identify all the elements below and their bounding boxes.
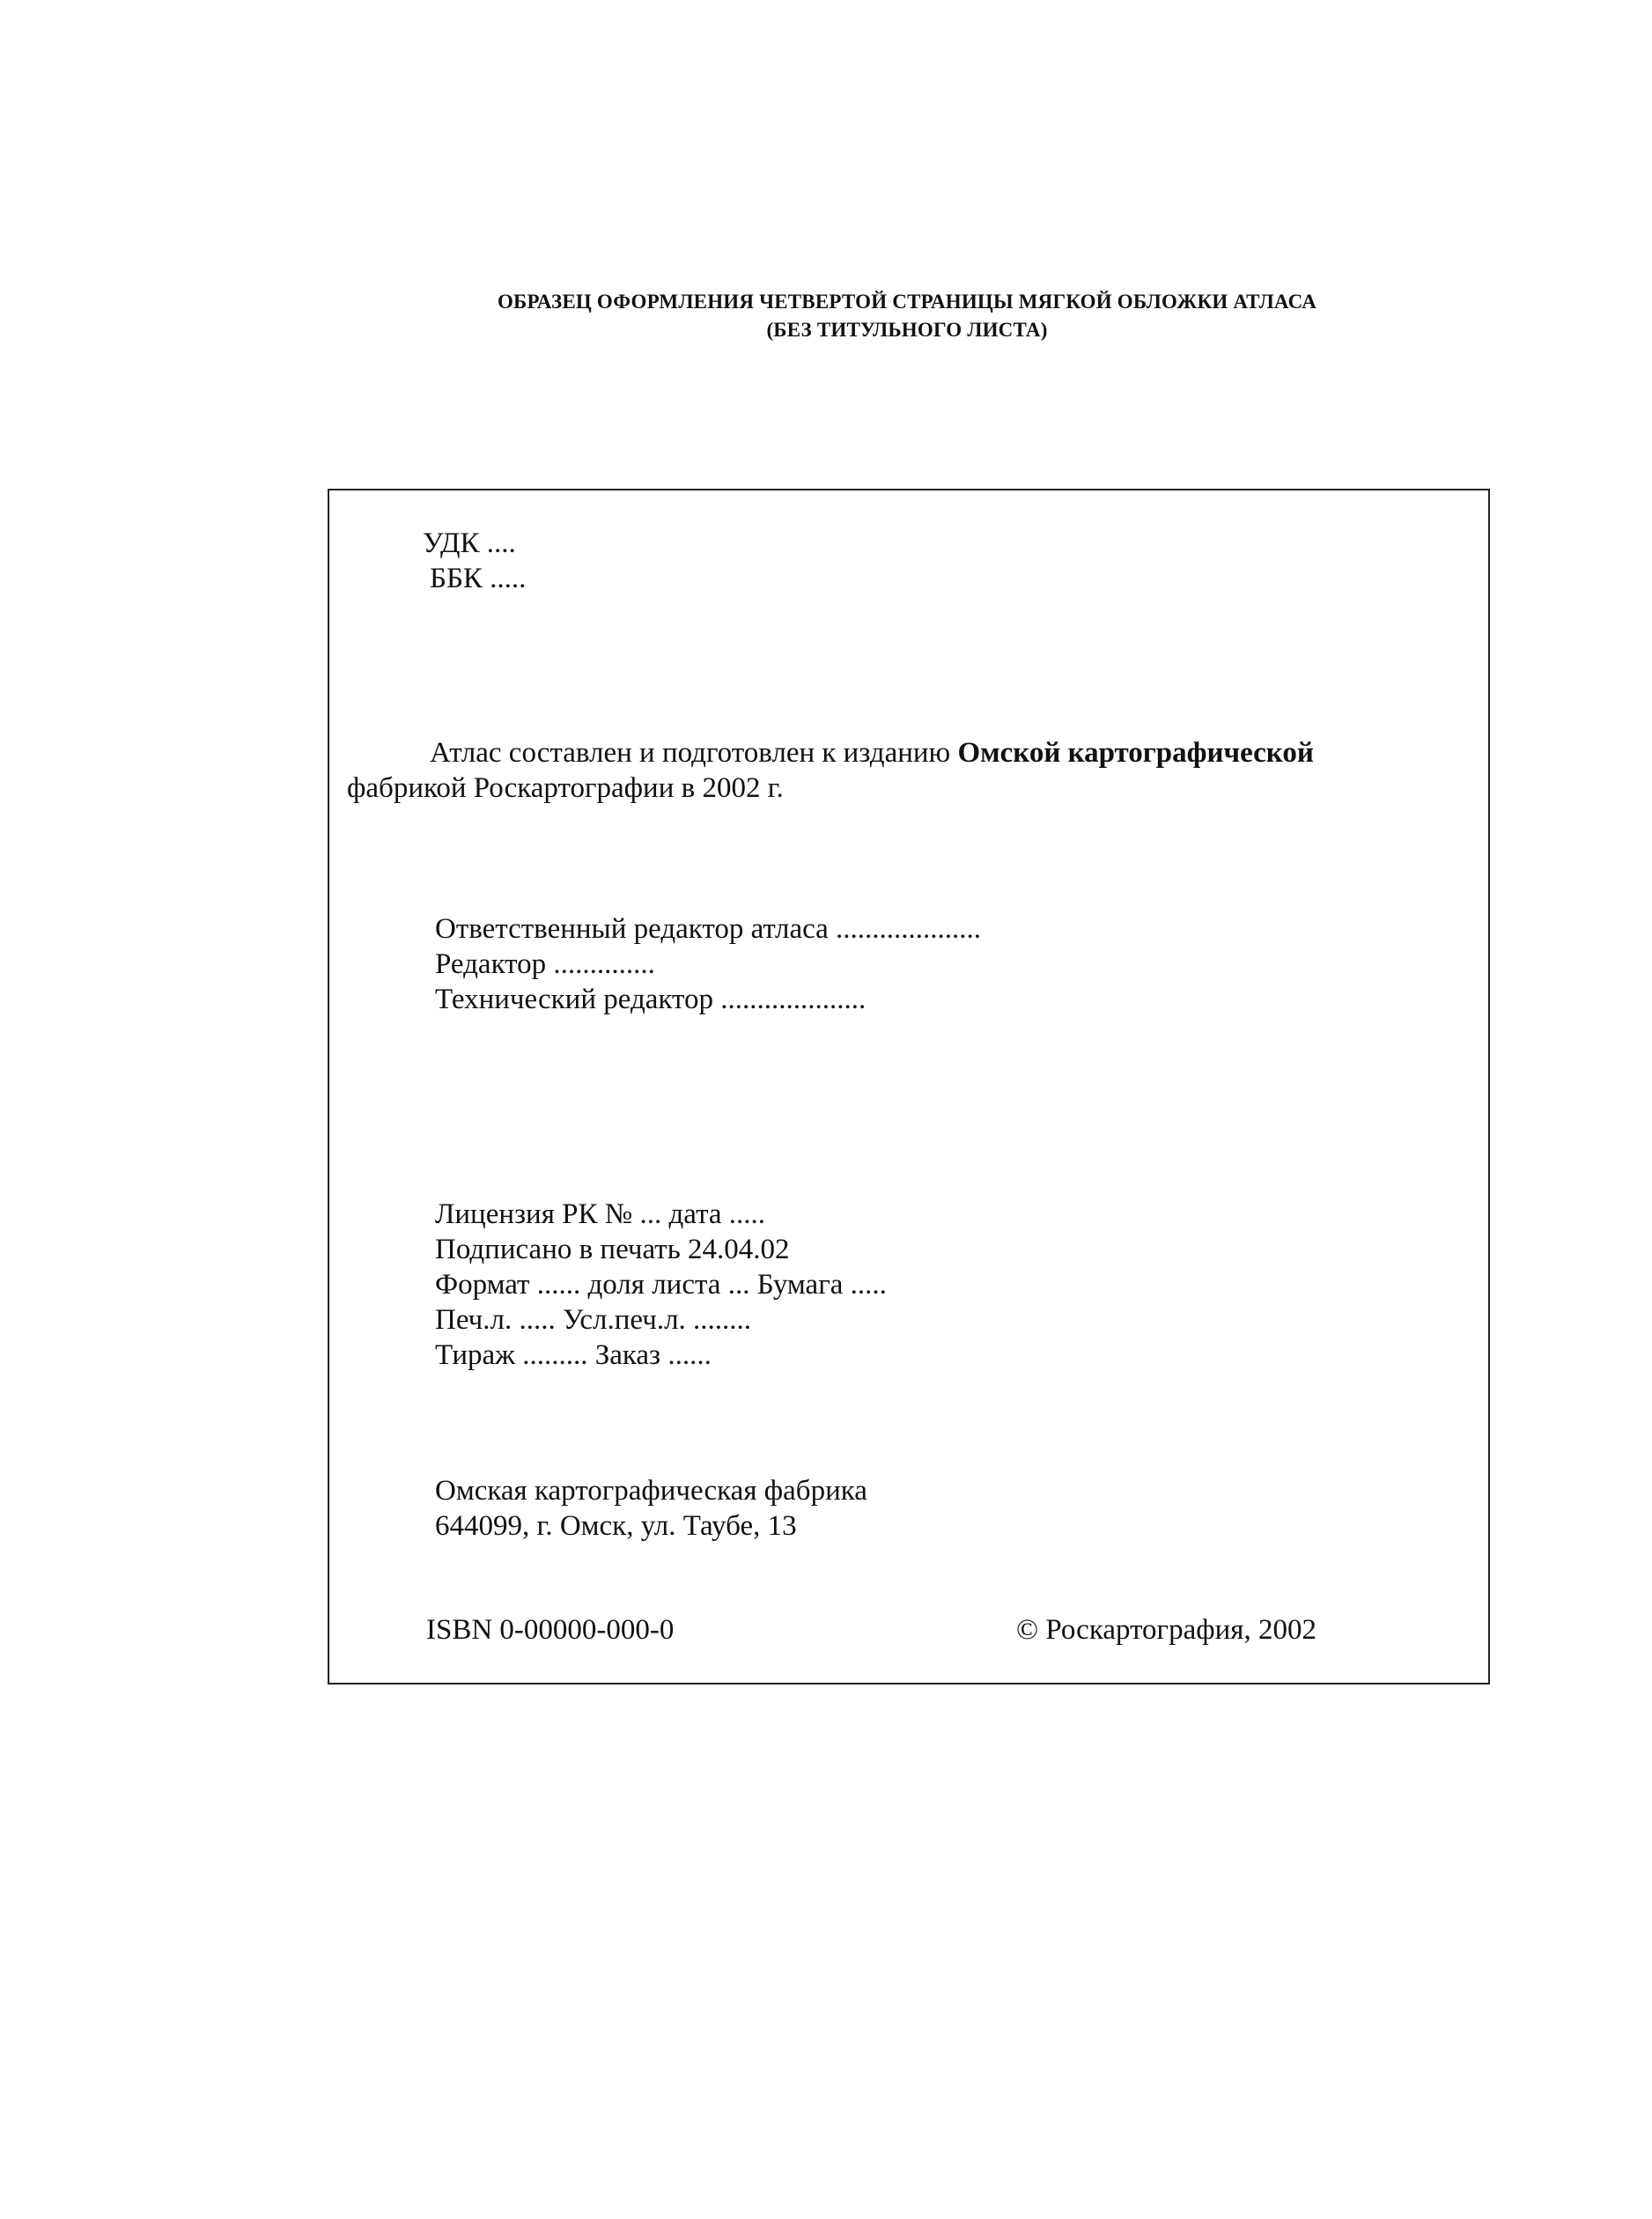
intro-line-1-bold: Омской картографической	[957, 737, 1314, 769]
editor-line: Редактор ..............	[435, 948, 655, 980]
copyright-label: © Роскартография, 2002	[1016, 1614, 1316, 1646]
cover-page-frame	[328, 489, 1490, 1685]
license-line: Лицензия РК № ... дата .....	[435, 1198, 766, 1230]
publisher-name: Омская картографическая фабрика	[435, 1475, 867, 1507]
intro-line-1	[430, 735, 1314, 770]
print-run-line: Тираж ......... Заказ ......	[435, 1339, 712, 1371]
page-heading-line-2: (БЕЗ ТИТУЛЬНОГО ЛИСТА)	[766, 319, 1048, 341]
isbn-label: ISBN 0-00000-000-0	[426, 1614, 675, 1646]
format-line: Формат ...... доля листа ... Бумага .....	[435, 1269, 887, 1301]
print-sheets-line: Печ.л. ..... Усл.печ.л. ........	[435, 1304, 752, 1336]
signed-to-print-line: Подписано в печать 24.04.02	[435, 1234, 790, 1265]
udk-label: УДК ....	[423, 527, 516, 559]
intro-line-1-plain: Атлас составлен и подготовлен к изданию	[430, 737, 958, 769]
publisher-address: 644099, г. Омск, ул. Таубе, 13	[435, 1510, 797, 1542]
bbk-label: ББК .....	[430, 563, 527, 594]
page-heading-line-1: ОБРАЗЕЦ ОФОРМЛЕНИЯ ЧЕТВЕРТОЙ СТРАНИЦЫ МЯГКОЙ ОБЛОЖКИ АТЛАСА	[497, 291, 1317, 313]
chief-editor-line: Ответственный редактор атласа ....................	[435, 913, 982, 945]
intro-line-2: фабрикой Роскартографии в 2002 г.	[347, 772, 784, 804]
technical-editor-line: Технический редактор ....................	[435, 984, 867, 1015]
